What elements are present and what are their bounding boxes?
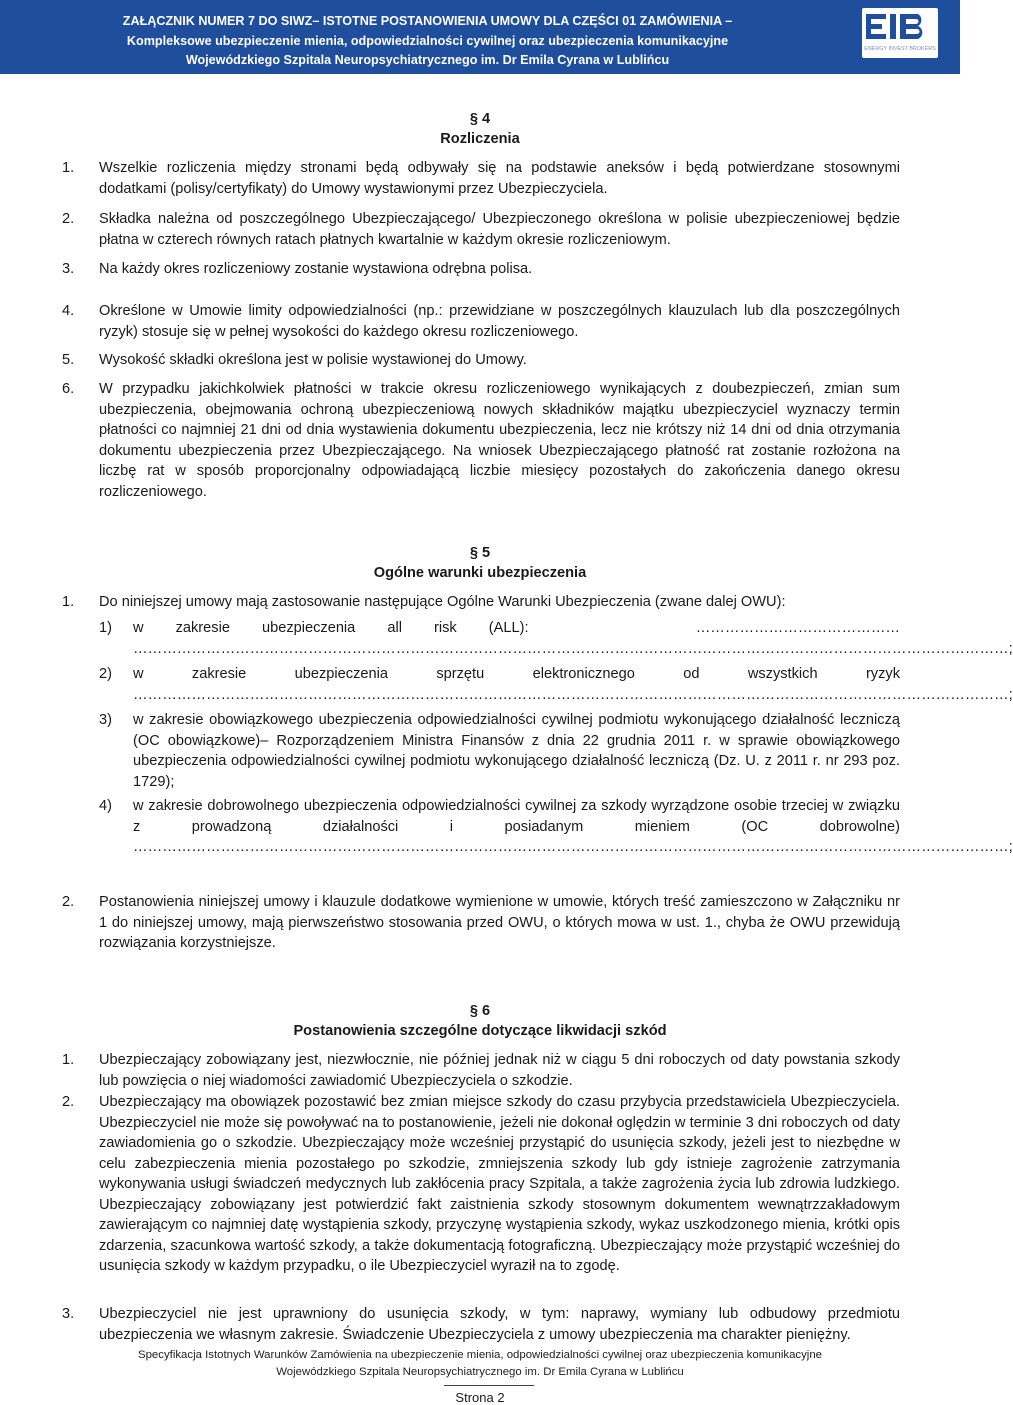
s6-item-2-text: Ubezpieczający ma obowiązek pozostawić bez zmian miejsce szkody do czasu przybycia przedstawiciela Ubezpieczyciela. Ubezpieczyciel nie może się powoływać na to postanowienie, jeżeli nie dokonał oględzin w terminie 3 dni roboczych od daty zawiadomienia go o szkodzie. Ubezpieczający może wcześniej przystąpić do usunięcia szkody, jeżeli jest to niezbędne w celu zabezpieczenia mienia pozostałego po szkodzie, zmniejszenia szkody lub gdy istnieje zagrożenie zatrzymania wykonywania usługi świadczeń medycznych lub zakłócenia pracy Szpitala, a także zagrożenia życia lub zdrowia ludzkiego. Ubezpieczający zobowiązany jest potwierdzić fakt zaistnienia szkody stosownym dokumentem wewnątrzzakładowym zawierającym co najmniej datę wystąpienia szkody, przyczynę wystąpienia szkody, wykaz uszkodzonego mienia, krótki opis zdarzenia, szacunkowa wartość szkody, a także dokumentacją fotograficzną. Ubezpieczający może przystąpić wcześniej do usunięcia szkody w każdym przypadku, o ile Ubezpieczyciel wyraził na to zgodę. — [99, 1094, 900, 1274]
footer-rule — [444, 1385, 534, 1386]
s5-sub-3 — [99, 710, 900, 792]
page-number: Strona 2 — [455, 1390, 505, 1405]
s5-sub-4-dots: ………………………………………………………………………………………………………………………………………………………………; — [133, 839, 1013, 855]
s5-sub-2-text: w zakresie ubezpieczenia sprzętu elektronicznego od wszystkich ryzyk — [133, 666, 900, 682]
s4-item-3 — [62, 259, 900, 280]
s6-item-3-num: 3. — [62, 1306, 75, 1322]
s5-item-1-text: Do niniejszej umowy mają zastosowanie następujące Ogólne Warunki Ubezpieczenia (zwane dalej OWU): — [99, 594, 786, 610]
s4-item-5-num: 5. — [62, 352, 75, 368]
s5-sub-2 — [99, 664, 1013, 705]
s5-sub-1-text: w zakresie ubezpieczenia all risk (ALL): — [133, 620, 529, 636]
s5-sub-1-dots-a: …………………………………… — [695, 620, 900, 636]
s5-sub-3-num: 3) — [99, 712, 112, 728]
s5-item-2 — [62, 892, 900, 954]
s4-item-4-num: 4. — [62, 303, 75, 319]
footer-line-2: Wojewódzkiego Szpitala Neuropsychiatrycznego im. Dr Emila Cyrana w Lublińcu — [276, 1366, 684, 1378]
s6-item-1 — [62, 1050, 900, 1091]
s6-item-1-text: Ubezpieczający zobowiązany jest, niezwłocznie, nie później jednak niż w ciągu 5 dni roboczych od daty powstania szkody lub powzięcia o niej wiadomości zawiadomić Ubezpieczyciela o szkodzie. — [99, 1052, 900, 1089]
s6-item-1-num: 1. — [62, 1052, 75, 1068]
s4-item-1 — [62, 158, 900, 199]
s4-item-6-text: W przypadku jakichkolwiek płatności w trakcie okresu rozliczeniowego wynikających z doubezpieczeń, zmian sum ubezpieczenia, obejmowania ochroną ubezpieczeniową nowych składników majątku ubezpieczyciel wyznaczy termin płatności co najmniej 21 dni od dnia wystawienia dokumentu ubezpieczenia, lecz nie krótszy niż 14 dni od dnia otrzymania dokumentu ubezpieczenia przez Ubezpieczającego. Na wniosek Ubezpieczającego płatność rat zostanie rozłożona na liczbę rat w sposób proporcjonalny odpowiadającą liczbie miesięcy pozostałych do zakończenia danego okresu rozliczeniowego. — [99, 381, 900, 500]
s6-item-3 — [62, 1304, 900, 1345]
logo-subtext: ENERGY INVEST BROKERS — [864, 46, 936, 52]
section-5-title: Ogólne warunki ubezpieczenia — [373, 565, 587, 581]
s5-item-1-num: 1. — [62, 594, 75, 610]
s4-item-3-num: 3. — [62, 261, 75, 277]
s4-item-6-num: 6. — [62, 381, 75, 397]
s5-sub-3-text: w zakresie obowiązkowego ubezpieczenia odpowiedzialności cywilnej podmiotu wykonującego działalność leczniczą (OC obowiązkowe)– Rozporządzeniem Ministra Finansów z dnia 22 grudnia 2011 r. w sprawie obowiązkowego ubezpieczenia odpowiedzialności cywilnej podmiotu wykonującego działalność leczniczą (Dz. U. z 2011 r. nr 293 poz. 1729); — [133, 712, 900, 790]
footer-line-1: Specyfikacja Istotnych Warunków Zamówienia na ubezpieczenie mienia, odpowiedzialności cywilnej oraz ubezpieczenia komunikacyjne — [138, 1349, 822, 1361]
s5-sub-4 — [99, 796, 1013, 858]
s4-item-4-text: Określone w Umowie limity odpowiedzialności (np.: przewidziane w poszczególnych klauzulach lub dla poszczególnych ryzyk) stosuje się w pełnej wysokości do każdego okresu rozliczeniowego. — [99, 303, 900, 340]
s5-item-2-text: Postanowienia niniejszej umowy i klauzule dodatkowe wymienione w umowie, których treść zamieszczono w Załączniku nr 1 do niniejszej umowy, mają pierwszeństwo stosowania przed OWU, o których mowa w ust. 1., chyba że OWU przewidują rozwiązania korzystniejsze. — [99, 894, 900, 951]
header-band — [0, 0, 960, 74]
section-4-title: Rozliczenia — [440, 131, 520, 147]
s5-sub-4-num: 4) — [99, 798, 112, 814]
s5-item-2-num: 2. — [62, 894, 75, 910]
s4-item-1-num: 1. — [62, 160, 75, 176]
section-5-number: § 5 — [469, 545, 491, 561]
s4-item-6 — [62, 379, 900, 502]
section-6-title: Postanowienia szczególne dotyczące likwidacji szkód — [293, 1023, 667, 1039]
header-line-1: ZAŁĄCZNIK NUMER 7 DO SIWZ– ISTOTNE POSTANOWIENIA UMOWY DLA CZĘŚCI 01 ZAMÓWIENIA – — [122, 14, 733, 28]
s5-sub-4-text: w zakresie dobrowolnego ubezpieczenia odpowiedzialności cywilnej za szkody wyrządzone osobie trzeciej w związku z prowadzoną działalności i posiadanym mieniem (OC dobrowolne) — [133, 798, 900, 835]
s4-item-2 — [62, 209, 900, 250]
s4-item-3-text: Na każdy okres rozliczeniowy zostanie wystawiona odrębna polisa. — [99, 261, 533, 277]
s4-item-2-text: Składka należna od poszczególnego Ubezpieczającego/ Ubezpieczonego określona w polisie ubezpieczeniowej będzie płatna w czterech równych ratach płatnych kwartalnie w każdym okresie rozliczeniowym. — [99, 211, 900, 248]
s6-item-2-num: 2. — [62, 1094, 75, 1110]
eib-logo-icon — [862, 8, 938, 58]
eib-logo — [862, 8, 938, 58]
s5-sub-1-dots-b: ………………………………………………………………………………………………………………………………………………………………; — [133, 640, 1013, 657]
section-6-number: § 6 — [469, 1003, 491, 1019]
header-line-2: Kompleksowe ubezpieczenie mienia, odpowiedzialności cywilnej oraz ubezpieczenia komunikacyjne — [126, 34, 729, 48]
s6-item-3-text: Ubezpieczyciel nie jest uprawniony do usunięcia szkody, w tym: naprawy, wymiany lub odbudowy przedmiotu ubezpieczenia we własnym zakresie. Świadczenie Ubezpieczyciela z umowy ubezpieczenia ma charakter pieniężny. — [99, 1306, 900, 1343]
section-4-number: § 4 — [469, 111, 491, 127]
s4-item-5-text: Wysokość składki określona jest w polisie wystawionej do Umowy. — [99, 352, 527, 368]
s4-item-5 — [62, 350, 900, 371]
s5-sub-2-num: 2) — [99, 666, 112, 682]
s5-sub-2-dots: ………………………………………………………………………………………………………………………………………………………………; — [133, 686, 1013, 703]
s5-sub-1-num: 1) — [99, 620, 112, 636]
s5-sub-1 — [99, 618, 1013, 659]
header-line-3: Wojewódzkiego Szpitala Neuropsychiatrycznego im. Dr Emila Cyrana w Lublińcu — [185, 53, 670, 67]
s4-item-4 — [62, 301, 900, 342]
s4-item-1-text: Wszelkie rozliczenia między stronami będą odbywały się na podstawie aneksów i będą potwierdzane stosownymi dodatkami (polisy/certyfikaty) do Umowy wystawionymi przez Ubezpieczyciela. — [99, 160, 900, 197]
s5-item-1 — [62, 592, 900, 613]
s6-item-2 — [62, 1092, 900, 1277]
s4-item-2-num: 2. — [62, 211, 75, 227]
